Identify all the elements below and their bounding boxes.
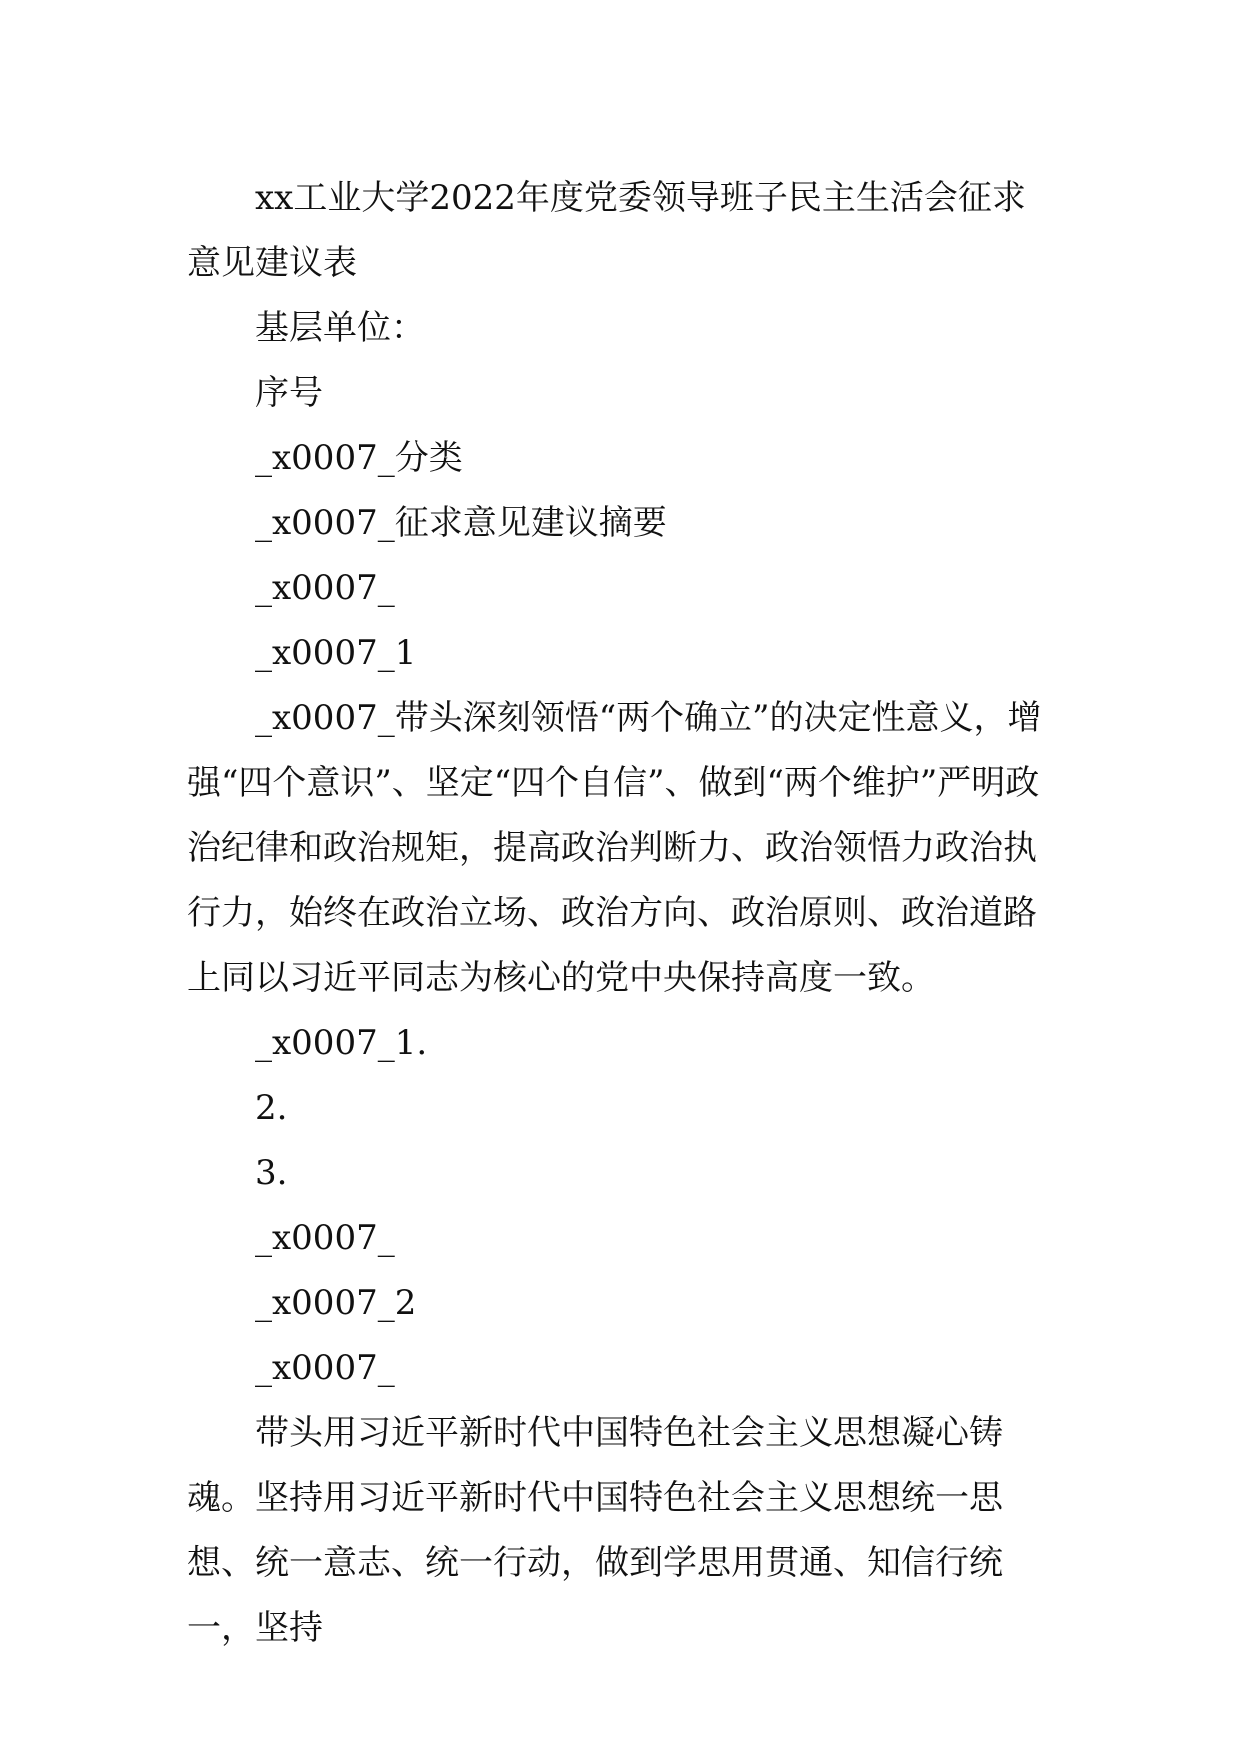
line-seq: 序号: [255, 373, 323, 413]
line-item-3: 3.: [255, 1153, 288, 1193]
line-item-2: 2.: [255, 1088, 288, 1128]
line-cell-empty-3: _x0007_: [255, 1348, 395, 1388]
line-item-1: _x0007_1.: [255, 1023, 428, 1063]
document-title: xx工业大学2022年度党委领导班子民主生活会征求意见建议表: [187, 178, 1026, 283]
line-row-1-text: _x0007_带头深刻领悟“两个确立”的决定性意义，增强“四个意识”、坚定“四个自信”、做到“两个维护”严明政治纪律和政治规矩，提高政治判断力、政治领悟力政治执行力，始终在政治立场、政治方向、政治原则、政治道路上同以习近平同志为核心的党中央保持高度一致。: [187, 698, 1042, 998]
line-row-1: _x0007_1: [255, 633, 417, 673]
line-category: _x0007_分类: [255, 438, 463, 478]
line-row-2: _x0007_2: [255, 1283, 417, 1323]
line-summary-header: _x0007_征求意见建议摘要: [255, 503, 667, 543]
line-row-2-text: 带头用习近平新时代中国特色社会主义思想凝心铸魂。坚持用习近平新时代中国特色社会主义思想统一思想、统一意志、统一行动，做到学思用贯通、知信行统一，坚持: [187, 1413, 1003, 1648]
unit-label: 基层单位：: [255, 308, 425, 348]
line-cell-empty-2: _x0007_: [255, 1218, 395, 1258]
document-body: [187, 166, 1053, 1661]
line-cell-empty-1: _x0007_: [255, 568, 395, 608]
